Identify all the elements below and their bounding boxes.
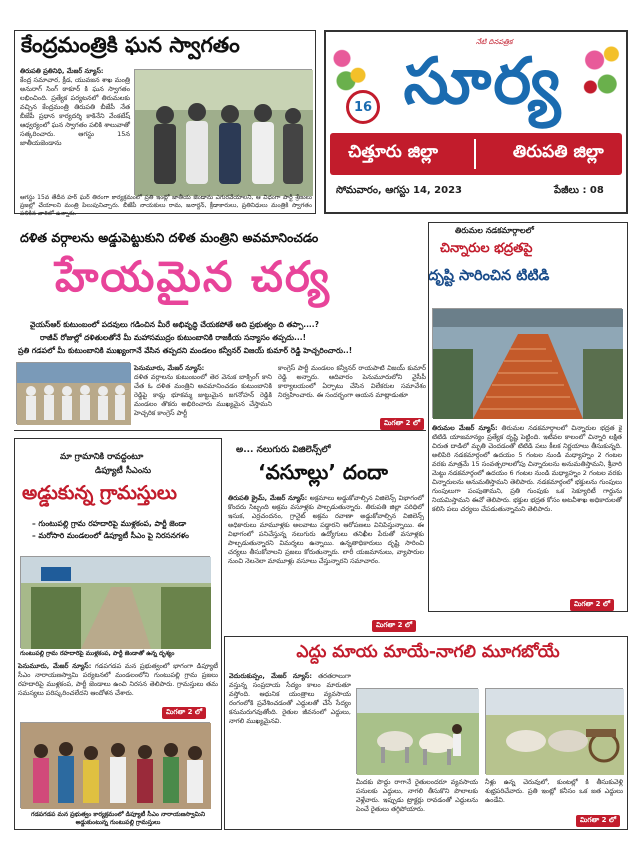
ttd-steps-photo [432, 308, 622, 418]
story-minister-headline: కేంద్రమంత్రికి ఘన స్వాగతం [21, 33, 240, 57]
minister-photo [134, 69, 312, 195]
lead-quote-1: వైయస్ఆర్ కుటుంబంలో పదవులు గడించిన మీరే అభివృద్ధి చేయకపోతే అది ప్రభుత్వం ది తప్పా....? [30, 320, 319, 329]
edition-divider [474, 139, 476, 169]
ttd-kicker-2: చిన్నారుల భద్రతపై [440, 241, 533, 256]
masthead-date: సోమవారం, ఆగస్టు 14, 2023 [336, 185, 463, 196]
vasullu-headline: ‘వసూల్లు’ దందా [258, 460, 388, 484]
village-kicker: మా గ్రామానికి రావద్దంటూ [60, 452, 144, 462]
village-caption-1: గుంటుపల్లి గ్రామ రహదారిపై ముళ్లకంప, పార్టీ జెండాతో ఉన్న దృశ్యం [20, 650, 175, 657]
masthead-tagline: నేటి దినపత్రిక [476, 38, 513, 46]
edition-left: చిత్తూరు జిల్లా [348, 142, 438, 162]
village-headline: అడ్డుకున్న గ్రామస్తులు [22, 482, 177, 504]
village-road-photo [20, 556, 210, 648]
lead-body-right: కాంగ్రెస్ పార్టీ మండలం కన్వీనర్ రాయపాటి విజయ్ కుమార్ రెడ్డి అన్నారు. ఆదివారం పెనుమూరులోని వైసీపీ కార్యాలయంలో ఏర్పాటు చేసిన విలేకరుల సమావేశం నిర్వహించారు. ఈ సందర్భంగా ఆయన మాట్లాడుతూ [278, 364, 426, 399]
masthead-flowers-right [582, 36, 624, 96]
story-minister-welcome [14, 30, 316, 217]
bullet-dash-2: – [32, 531, 39, 540]
village-kicker-2: డిప్యూటీ సీఎంను [95, 466, 152, 476]
vasullu-kicker: అ... నలుగురు విజిలెన్స్‌లో [236, 445, 331, 455]
lead-quote-3: ప్రతి గడపలో మీ కుటుంబానికి ముఖ్యంగానే వేసిన తప్పదని మండలం కన్వీనర్ విజయ్ కుమార్ రెడ్డి హెచ్చరించారు..! [18, 346, 353, 355]
edition-right: తిరుపతి జిల్లా [512, 142, 604, 162]
edition-bar [330, 133, 622, 175]
section-divider [14, 430, 426, 431]
minister-photo-figures [135, 70, 313, 196]
village-bullet-2: మరోసారి మండలంలో డిప్యూటీ సీఎం పై నిరసనగళం [38, 531, 189, 540]
village-bullets [32, 518, 220, 542]
ttd-kicker: తిరుమల నడకమార్గాలలో [455, 226, 534, 235]
bottom-photo-ox-illustration [357, 689, 479, 775]
lead-photo-group [17, 363, 131, 425]
village-road-illustration [21, 557, 211, 649]
lead-dateline: పెనుమూరు, మేజర్ న్యూస్: [134, 364, 205, 372]
village-crowd-illustration [21, 723, 211, 809]
village-bullet-1: గుంటుపల్లి గ్రామ రహదారిపై ముళ్లకంప, పార్టీ జెండా [38, 519, 187, 528]
anniversary-badge [346, 90, 380, 124]
ttd-more-link[interactable]: మిగతా 2 లో [570, 599, 614, 611]
ttd-steps-illustration [433, 309, 623, 419]
vasullu-dateline: తిరుపతి క్రైమ్, మేజర్ న్యూస్: [228, 494, 308, 502]
ttd-dateline: తిరుమల మేజర్ న్యూస్: [432, 424, 498, 432]
lead-headline: హేయమైన చర్య [55, 252, 332, 301]
story-minister-body: కేంద్ర సమాచార, క్రీడ, యువజన శాఖ మంత్రి అనురాగ్ సింగ్ ఠాకూర్ కి ఘన స్వాగతం లభించింది. ప్రత్యేక పర్యటనలో తిరుమలకు వచ్చిన కేంద్రమంత్రి తిరుపతి బీజేపీ నేత బీజేపీ ప్రధాన కార్యదర్శి కాకినేని వేంకటేష్ ఆధ్వర్యంలో ఘన స్వాగతం పలికి శాలువాతో సత్కరించారు. ఆగస్టు 15న జాతీయజెండాను [20, 76, 130, 147]
bottom-dateline: వెదురుకుప్పం, మేజర్ న్యూస్: [229, 672, 312, 680]
lead-more-link[interactable]: మిగతా 2 లో [380, 418, 424, 430]
lead-photo [16, 362, 130, 424]
bottom-photo-ox [356, 688, 478, 774]
village-caption-2: గడపగడప మన ప్రభుత్వం కార్యక్రమంలో డిప్యూటీ సీఎం నారాయణస్వామిని అడ్డుకుంటున్న గుంటుపల్లి గ్రామస్తులు [30, 811, 206, 826]
masthead-pages: పేజీలు : 08 [554, 185, 604, 196]
masthead-flowers-left [330, 36, 370, 92]
masthead [324, 30, 628, 214]
village-body: గడపగడప మన ప్రభుత్వంలో భాగంగా డిప్యూటీ సీఎం నారాయణస్వామి పర్యటనలో మండలంలోని గుంటుపల్లి గ్రామ ప్రజలు రహదారిపై ముళ్లకంప, పార్టీ జెండాలు ఉంచి నిరసన తెలిపారు. గ్రామస్తులు తమ సమస్యలు పరిష్కరించలేదని ఆందోళన చేశారు. [18, 662, 218, 697]
bullet-dash-1: – [32, 519, 39, 528]
bottom-photo-cart-illustration [486, 689, 624, 775]
story-minister-dateline: తిరుపతి ప్రతినిధి, మేజర్ న్యూస్: [20, 67, 104, 75]
village-crowd-photo [20, 722, 210, 808]
bottom-body-left: తరతరాలుగా వస్తున్న సంప్రదాయ సేద్యం కాలం మారుతూ వస్తోంది. ఆధునిక యంత్రాలు వ్యవసాయ రంగంలోకి ప్రవేశించడంతో ఎద్దులతో చేసే సేద్యం కనుమరుగవుతోంది. రైతుల జీవనంలో ఎద్దులు, నాగలి ముఖ్యమైనవి. [229, 672, 351, 725]
vasullu-more-link[interactable]: మిగతా 2 లో [372, 620, 416, 632]
ttd-body: తిరుమల నడకమార్గాలలో చిన్నారుల భద్రత కై టిటిడి యాజమాన్యం ప్రత్యేక దృష్టి పెట్టింది. ఇటీవల కాలంలో చిన్నారి లక్షిత చిరుత దాడిలో మృతి చెందడంతో టిటిడి పలు కీలక నిర్ణయాలు తీసుకున్నది. అలిపిరి నడకమార్గంలో ఉదయం 5 గంటల నుండి మధ్యాహ్నం 2 గంటల వరకు మాత్రమే 15 సంవత్సరాలలోపు చిన్నారులను అనుమతిస్తామని, శ్రీవారి మెట్టు నడకమార్గంలో ఉదయం 6 గంటల నుండి మధ్యాహ్నం 2 గంటల వరకు చిన్నారులను అనుమతిస్తామని తెలిపారు. నడకమార్గంలో భక్తులను గుంపులు గుంపులుగా పంపుతామని, ప్రతి గుంపుకు ఒక సెక్యూరిటీ గార్డును నియమిస్తామని ఈవో తెలిపారు. భక్తుల భద్రత కోసం అటవీశాఖ అధికారులతో కలిసి పలు చర్యలు చేపడుతున్నామని తెలిపారు. [432, 424, 622, 513]
lead-body-left: దళిత వర్గాలను కుటుంబంలో తెర వెనుక బాక్సింగ్ కాని చేత ఓ దళిత మంత్రిని అవమానించడం కుటుంబానికి రెడ్డిపై కామ్ల భూకమ్మ జుట్టుమైన జగనోహన్ రెడ్డికి మండలం తొకరు అభిరించారు ముఖ్యమైన చేస్తామని హెచ్చరిక కాంగ్రెస్ పార్టీ [134, 373, 272, 417]
village-dateline: పెనుమూరు, మేజర్ న్యూస్: [18, 662, 92, 670]
anniversary-number: 16 [353, 99, 373, 115]
bottom-headline: ఎద్దు మాయ మాయే-నాగలి మూగబోయే [296, 642, 560, 662]
village-more-link[interactable]: మిగతా 2 లో [162, 707, 206, 719]
vasullu-body: అక్రమాలు అడ్డుకోవాల్సిన విజిలెన్స్ విభాగంలో కొందరు సిబ్బంది అక్రమ వసూళ్లకు పాల్పడుతున్నారు. తిరుపతి జిల్లా పరిధిలో ఇసుక, ఎర్రచందనం, గ్రానైట్ అక్రమ రవాణా అడ్డుకోవాల్సిన విజిలెన్స్ అధికారులు మామూళ్లకు అలవాటు పడ్డారని ఆరోపణలు వినిపిస్తున్నాయి. ఈ విభాగంలో పనిచేస్తున్న నలుగురు ఉద్యోగులు తనిఖీల పేరుతో వసూళ్లకు పాల్పడుతున్నారని విమర్శలు ఉన్నాయి. ఉన్నతాధికారులు దృష్టి సారించి చర్యలు తీసుకోవాలని ప్రజలు కోరుతున్నారు. లారీ యజమానులు, వ్యాపారుల నుంచి నెలనెలా మామూళ్లు వసూలు చేస్తున్నారని సమాచారం. [228, 494, 424, 565]
lead-quote-2: రాజీవ్ రోజుల్లో దళితులతోనే మీ మహాసముద్రం కుటుంబానికి రాజకీయ సన్యాసం తప్పదు...! [40, 333, 306, 342]
bottom-body-mid: మీదకు పొద్దు రాగానే రైతులందరూ వ్యవసాయ పనులకు ఎద్దులు, నాగలి తీసుకొని పొలాలకు వెళ్లేవారు. ఇప్పుడు ట్రాక్టర్లు రావడంతో ఎద్దులను పెంచే రైతులు తగ్గిపోయారు. [356, 778, 478, 813]
masthead-title: సూర్య [403, 45, 563, 119]
bottom-body-right: నీళ్లు ఉన్న చెరువులో, కుంటల్లో కి తీసుకువెళ్లి శుభ్రపరిచేవారు. ప్రతి ఇంట్లో కనీసం ఒక జత ఎద్దులు ఉండేవి. [485, 778, 623, 804]
story-minister-body-bottom: ఆగస్టు 15వ తేదీన హర్ ఘర్ తిరంగా కార్యక్రమంలో ప్రతి ఇంట్లో జాతీయ జెండాను ఎగురవేయాలని, ఆ విధంగా పార్టీ శ్రేణులు ప్రజల్లో చేయాలని మంత్రి పిలుపునిచ్చారు. బీజేపీ నాయకులు రామ, జనార్దన్, క్రీడాకారులు, ప్రతినిధులు మంత్రికి స్వాగతం పలికిన వారిలో ఉన్నారు. [20, 194, 312, 217]
lead-kicker: దళిత వర్గాలను అడ్డుపెట్టుకుని దళిత మంత్రిని అవమానించడం [20, 230, 319, 245]
bottom-more-link[interactable]: మిగతా 2 లో [576, 815, 620, 827]
bottom-photo-cart [485, 688, 623, 774]
ttd-headline: దృష్టి సారించిన టిటిడి [428, 268, 550, 284]
